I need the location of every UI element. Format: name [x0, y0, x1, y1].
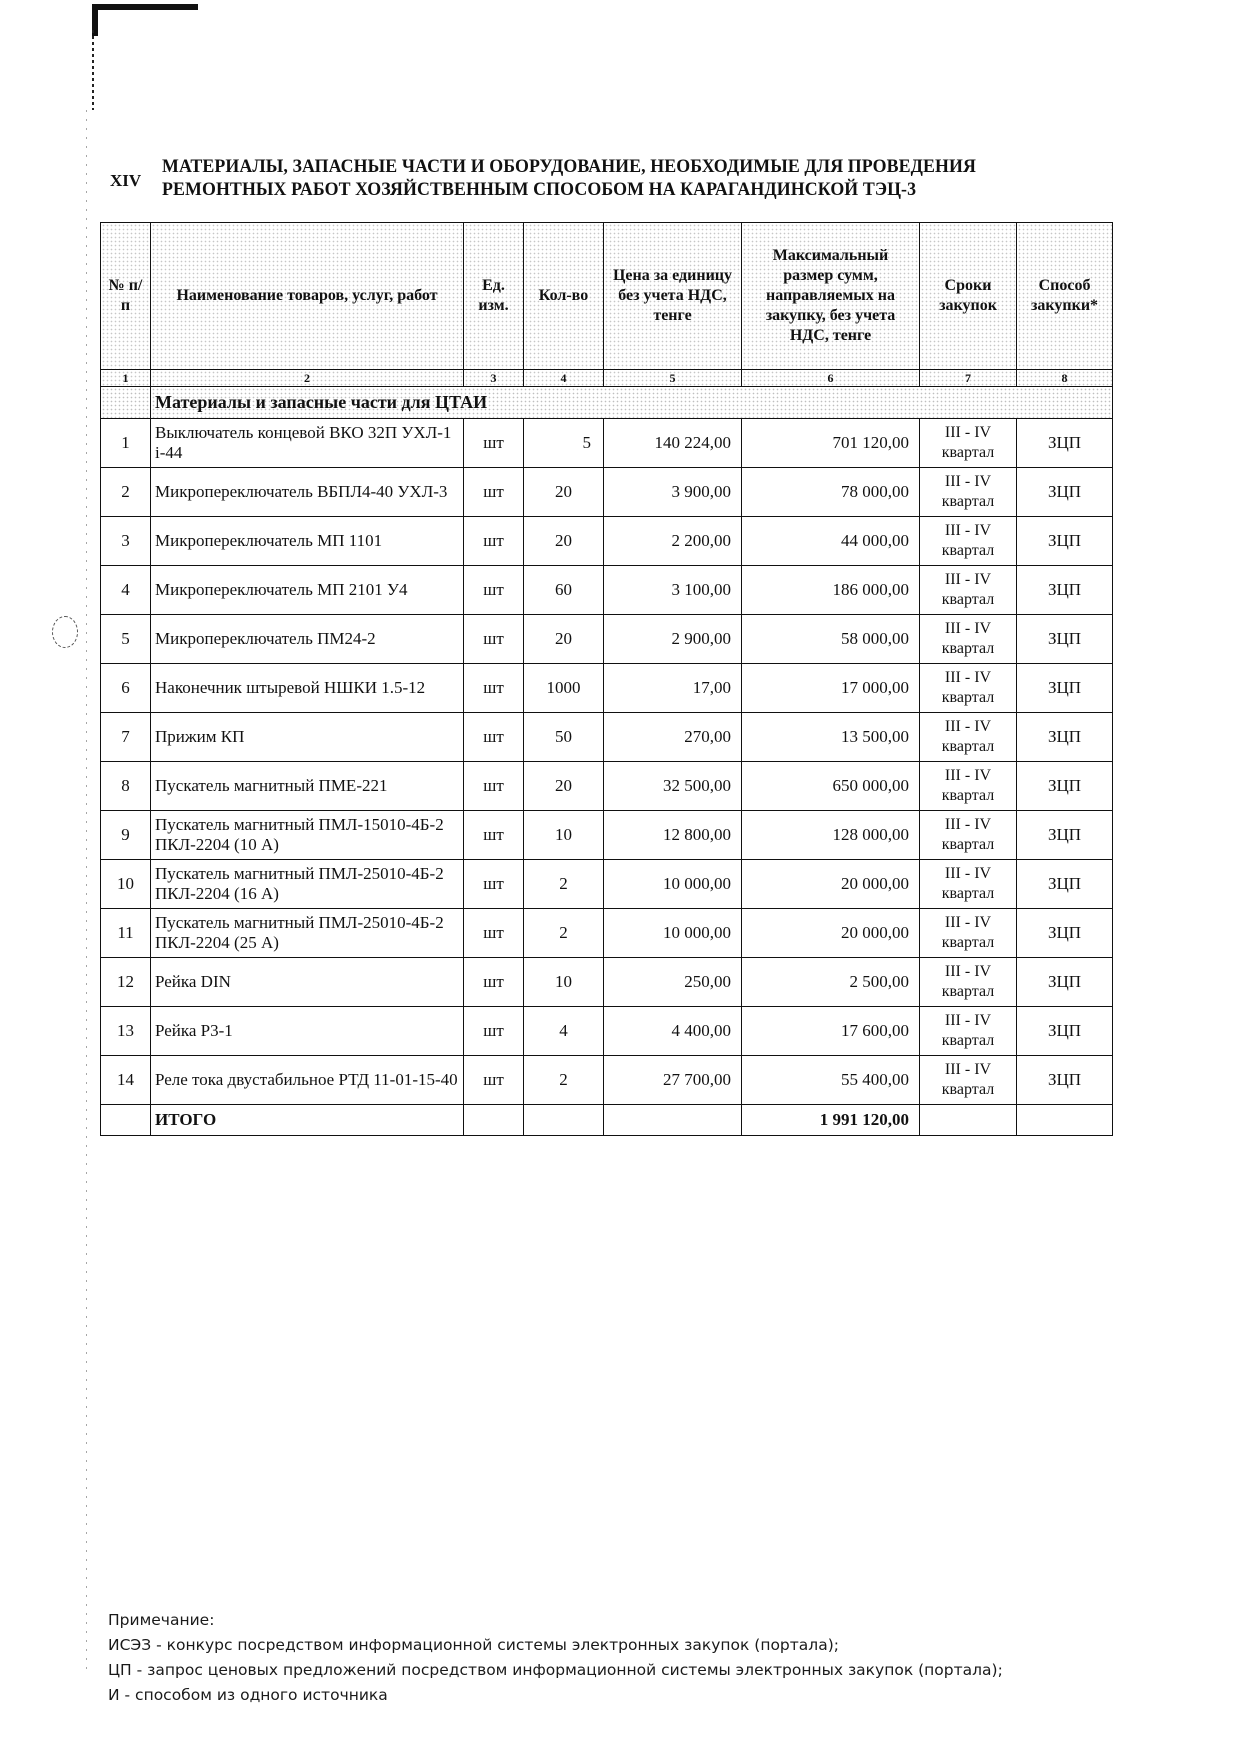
item-method: ЗЦП	[1017, 713, 1113, 762]
note-item: И - способом из одного источника	[108, 1686, 388, 1704]
item-max-sum: 44 000,00	[742, 517, 920, 566]
item-max-sum: 128 000,00	[742, 811, 920, 860]
note-item: ИСЭЗ - конкурс посредством информационной системы электронных закупок (портала);	[108, 1636, 839, 1654]
item-unit-price: 17,00	[604, 664, 742, 713]
table-row	[101, 664, 1113, 713]
title-line-1: МАТЕРИАЛЫ, ЗАПАСНЫЕ ЧАСТИ И ОБОРУДОВАНИЕ, НЕОБХОДИМЫЕ ДЛЯ ПРОВЕДЕНИЯ	[162, 156, 976, 177]
item-term	[920, 419, 1017, 468]
total-row	[101, 1105, 1113, 1136]
table-row	[101, 909, 1113, 958]
item-method: ЗЦП	[1017, 860, 1113, 909]
item-quantity: 2	[524, 909, 604, 958]
total-empty-cell	[604, 1105, 742, 1136]
item-max-sum: 13 500,00	[742, 713, 920, 762]
item-term	[920, 517, 1017, 566]
item-unit: шт	[464, 909, 524, 958]
table-row	[101, 1056, 1113, 1105]
header-number: № п/п	[101, 223, 151, 370]
item-term-period: III - IV	[944, 816, 992, 833]
item-method: ЗЦП	[1017, 762, 1113, 811]
row-number: 1	[101, 419, 151, 468]
table-row	[101, 860, 1113, 909]
item-max-sum: 186 000,00	[742, 566, 920, 615]
column-number: 5	[604, 370, 742, 387]
item-term-period: III - IV	[944, 571, 992, 588]
item-name: Микропереключатель МП 2101 У4	[151, 566, 464, 615]
item-name: Микропереключатель ВБПЛ4-40 УХЛ-3	[151, 468, 464, 517]
item-unit-price: 10 000,00	[604, 860, 742, 909]
item-term-period: III - IV	[944, 963, 992, 980]
scan-edge-artifact	[86, 110, 87, 1670]
item-method: ЗЦП	[1017, 517, 1113, 566]
header-terms: Сроки закупок	[920, 223, 1017, 370]
row-number: 10	[101, 860, 151, 909]
item-unit-price: 4 400,00	[604, 1007, 742, 1056]
header-max-sum: Максимальный размер сумм, направляемых на закупку, без учета НДС, тенге	[742, 223, 920, 370]
column-number: 2	[151, 370, 464, 387]
item-quantity: 10	[524, 958, 604, 1007]
item-term-unit: квартал	[941, 640, 995, 657]
item-quantity: 20	[524, 517, 604, 566]
item-quantity: 2	[524, 860, 604, 909]
item-term-period: III - IV	[944, 1061, 992, 1078]
header-unit: Ед. изм.	[464, 223, 524, 370]
item-unit-price: 140 224,00	[604, 419, 742, 468]
item-term	[920, 762, 1017, 811]
header-method: Способ закупки*	[1017, 223, 1113, 370]
item-unit-price: 2 900,00	[604, 615, 742, 664]
column-number: 6	[742, 370, 920, 387]
item-max-sum: 17 600,00	[742, 1007, 920, 1056]
title-line-2: РЕМОНТНЫХ РАБОТ ХОЗЯЙСТВЕННЫМ СПОСОБОМ НА КАРАГАНДИНСКОЙ ТЭЦ-3	[162, 179, 917, 200]
item-unit-price: 3 100,00	[604, 566, 742, 615]
row-number: 14	[101, 1056, 151, 1105]
item-method: ЗЦП	[1017, 1007, 1113, 1056]
item-term-unit: квартал	[941, 787, 995, 804]
item-quantity: 5	[524, 419, 604, 468]
item-method: ЗЦП	[1017, 566, 1113, 615]
group-row	[101, 387, 1113, 419]
table-row	[101, 713, 1113, 762]
item-term	[920, 615, 1017, 664]
total-label: ИТОГО	[151, 1105, 464, 1136]
item-term	[920, 909, 1017, 958]
item-term	[920, 1007, 1017, 1056]
total-sum: 1 991 120,00	[742, 1105, 920, 1136]
procurement-table	[100, 222, 1113, 1136]
item-method: ЗЦП	[1017, 615, 1113, 664]
item-unit: шт	[464, 958, 524, 1007]
item-term	[920, 860, 1017, 909]
row-number: 3	[101, 517, 151, 566]
item-unit: шт	[464, 664, 524, 713]
item-name: Рейка Р3-1	[151, 1007, 464, 1056]
item-term-period: III - IV	[944, 914, 992, 931]
item-term-unit: квартал	[941, 444, 995, 461]
item-term-unit: квартал	[941, 983, 995, 1000]
item-quantity: 10	[524, 811, 604, 860]
header-unit-price: Цена за единицу без учета НДС, тенге	[604, 223, 742, 370]
row-number: 13	[101, 1007, 151, 1056]
item-quantity: 50	[524, 713, 604, 762]
item-name: Прижим КП	[151, 713, 464, 762]
item-term	[920, 958, 1017, 1007]
item-term-unit: квартал	[941, 591, 995, 608]
item-term-period: III - IV	[944, 620, 992, 637]
item-unit: шт	[464, 468, 524, 517]
item-max-sum: 20 000,00	[742, 860, 920, 909]
group-empty-cell	[101, 387, 151, 419]
row-number: 9	[101, 811, 151, 860]
item-unit-price: 2 200,00	[604, 517, 742, 566]
column-number: 1	[101, 370, 151, 387]
table-row	[101, 958, 1113, 1007]
item-term	[920, 1056, 1017, 1105]
item-method: ЗЦП	[1017, 909, 1113, 958]
item-unit-price: 250,00	[604, 958, 742, 1007]
total-empty-cell	[464, 1105, 524, 1136]
total-empty-cell	[101, 1105, 151, 1136]
table-row	[101, 419, 1113, 468]
column-number: 7	[920, 370, 1017, 387]
row-number: 5	[101, 615, 151, 664]
item-name: Пускатель магнитный ПМЕ-221	[151, 762, 464, 811]
column-number: 3	[464, 370, 524, 387]
row-number: 4	[101, 566, 151, 615]
item-method: ЗЦП	[1017, 1056, 1113, 1105]
item-term-period: III - IV	[944, 767, 992, 784]
table-row	[101, 517, 1113, 566]
document-header	[110, 155, 1090, 201]
item-term-unit: квартал	[941, 885, 995, 902]
item-max-sum: 2 500,00	[742, 958, 920, 1007]
item-name: Реле тока двустабильное РТД 11-01-15-40	[151, 1056, 464, 1105]
item-unit-price: 27 700,00	[604, 1056, 742, 1105]
item-term-period: III - IV	[944, 669, 992, 686]
section-number: XIV	[110, 171, 142, 190]
item-unit: шт	[464, 713, 524, 762]
item-quantity: 20	[524, 615, 604, 664]
item-method: ЗЦП	[1017, 811, 1113, 860]
header-row	[101, 223, 1113, 370]
item-name: Микропереключатель ПМ24-2	[151, 615, 464, 664]
item-unit: шт	[464, 762, 524, 811]
table-row	[101, 615, 1113, 664]
item-method: ЗЦП	[1017, 468, 1113, 517]
item-unit: шт	[464, 811, 524, 860]
item-max-sum: 20 000,00	[742, 909, 920, 958]
item-unit-price: 270,00	[604, 713, 742, 762]
item-unit: шт	[464, 615, 524, 664]
total-empty-cell	[1017, 1105, 1113, 1136]
item-term-unit: квартал	[941, 689, 995, 706]
item-name: Наконечник штыревой НШКИ 1.5-12	[151, 664, 464, 713]
header-quantity: Кол-во	[524, 223, 604, 370]
note-item: ЦП - запрос ценовых предложений посредством информационной системы электронных закупок (портала);	[108, 1661, 1003, 1679]
item-unit-price: 3 900,00	[604, 468, 742, 517]
item-unit: шт	[464, 1056, 524, 1105]
item-max-sum: 58 000,00	[742, 615, 920, 664]
item-term-period: III - IV	[944, 522, 992, 539]
total-empty-cell	[524, 1105, 604, 1136]
notes-heading: Примечание:	[108, 1611, 215, 1629]
item-name: Рейка DIN	[151, 958, 464, 1007]
column-number: 8	[1017, 370, 1113, 387]
item-term-period: III - IV	[944, 424, 992, 441]
total-empty-cell	[920, 1105, 1017, 1136]
item-term	[920, 811, 1017, 860]
item-quantity: 20	[524, 762, 604, 811]
item-max-sum: 78 000,00	[742, 468, 920, 517]
item-term-period: III - IV	[944, 718, 992, 735]
item-term-unit: квартал	[941, 1032, 995, 1049]
column-number: 4	[524, 370, 604, 387]
table-row	[101, 811, 1113, 860]
item-term-unit: квартал	[941, 934, 995, 951]
item-unit-price: 32 500,00	[604, 762, 742, 811]
item-max-sum: 701 120,00	[742, 419, 920, 468]
notes	[108, 1608, 1003, 1708]
item-unit: шт	[464, 566, 524, 615]
item-term-unit: квартал	[941, 542, 995, 559]
item-quantity: 20	[524, 468, 604, 517]
item-max-sum: 55 400,00	[742, 1056, 920, 1105]
item-term-period: III - IV	[944, 473, 992, 490]
item-term-unit: квартал	[941, 836, 995, 853]
item-unit: шт	[464, 1007, 524, 1056]
column-number-row	[101, 370, 1113, 387]
table-row	[101, 468, 1113, 517]
row-number: 7	[101, 713, 151, 762]
table-row	[101, 762, 1113, 811]
item-quantity: 4	[524, 1007, 604, 1056]
item-max-sum: 17 000,00	[742, 664, 920, 713]
row-number: 2	[101, 468, 151, 517]
item-term	[920, 566, 1017, 615]
item-term-period: III - IV	[944, 865, 992, 882]
row-number: 12	[101, 958, 151, 1007]
item-name: Выключатель концевой ВКО 32П УХЛ-1 i-44	[151, 419, 464, 468]
item-term-unit: квартал	[941, 493, 995, 510]
row-number: 8	[101, 762, 151, 811]
item-max-sum: 650 000,00	[742, 762, 920, 811]
table-row	[101, 566, 1113, 615]
item-term-unit: квартал	[941, 738, 995, 755]
item-unit: шт	[464, 860, 524, 909]
item-quantity: 60	[524, 566, 604, 615]
item-method: ЗЦП	[1017, 958, 1113, 1007]
page-stamp-mark	[52, 616, 78, 648]
table-row	[101, 1007, 1113, 1056]
header-name: Наименование товаров, услуг, работ	[151, 223, 464, 370]
row-number: 6	[101, 664, 151, 713]
item-term-unit: квартал	[941, 1081, 995, 1098]
item-unit: шт	[464, 517, 524, 566]
scan-corner-mark	[92, 4, 198, 36]
item-unit-price: 12 800,00	[604, 811, 742, 860]
item-term	[920, 468, 1017, 517]
item-unit-price: 10 000,00	[604, 909, 742, 958]
item-method: ЗЦП	[1017, 664, 1113, 713]
item-term	[920, 713, 1017, 762]
document-title	[162, 155, 1034, 201]
item-term	[920, 664, 1017, 713]
item-name: Пускатель магнитный ПМЛ-15010-4Б-2 ПКЛ-2204 (10 А)	[151, 811, 464, 860]
item-name: Микропереключатель МП 1101	[151, 517, 464, 566]
item-unit: шт	[464, 419, 524, 468]
item-term-period: III - IV	[944, 1012, 992, 1029]
item-quantity: 1000	[524, 664, 604, 713]
row-number: 11	[101, 909, 151, 958]
item-name: Пускатель магнитный ПМЛ-25010-4Б-2 ПКЛ-2204 (25 А)	[151, 909, 464, 958]
item-quantity: 2	[524, 1056, 604, 1105]
group-title: Материалы и запасные части для ЦТАИ	[151, 387, 1113, 419]
item-name: Пускатель магнитный ПМЛ-25010-4Б-2 ПКЛ-2204 (16 А)	[151, 860, 464, 909]
item-method: ЗЦП	[1017, 419, 1113, 468]
